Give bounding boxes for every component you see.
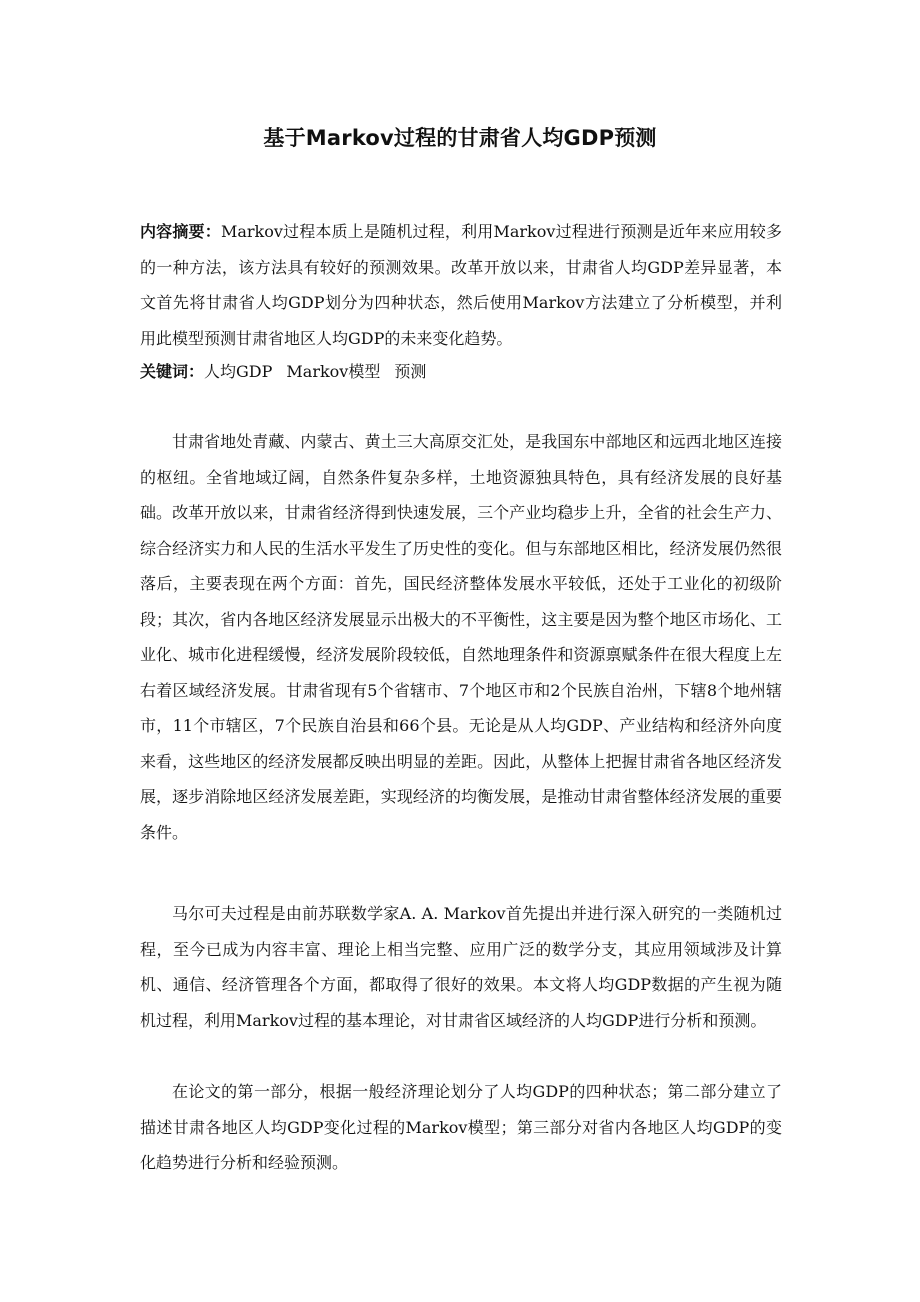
abstract-label: 内容摘要： <box>140 222 221 241</box>
keyword-item: 人均GDP <box>204 362 273 381</box>
keywords <box>140 354 782 390</box>
body-paragraph-1: 甘肃省地处青藏、内蒙古、黄土三大高原交汇处，是我国东中部地区和远西北地区连接的枢纽。全省地域辽阔，自然条件复杂多样，土地资源独具特色，具有经济发展的良好基础。改革开放以来，甘肃省经济得到快速发展，三个产业均稳步上升，全省的社会生产力、综合经济实力和人民的生活水平发生了历史性的变化。但与东部地区相比，经济发展仍然很落后，主要表现在两个方面：首先，国民经济整体发展水平较低，还处于工业化的初级阶段；其次，省内各地区经济发展显示出极大的不平衡性，这主要是因为整个地区市场化、工业化、城市化进程缓慢，经济发展阶段较低，自然地理条件和资源禀赋条件在很大程度上左右着区域经济发展。甘肃省现有5个省辖市、7个地区市和2个民族自治州，下辖8个地州辖市，11个市辖区，7个民族自治县和66个县。无论是从人均GDP、产业结构和经济外向度来看，这些地区的经济发展都反映出明显的差距。因此，从整体上把握甘肃省各地区经济发展，逐步消除地区经济发展差距，实现经济的均衡发展，是推动甘肃省整体经济发展的重要条件。 <box>140 432 782 842</box>
abstract <box>140 214 782 356</box>
abstract-text: Markov过程本质上是随机过程，利用Markov过程进行预测是近年来应用较多的一种方法，该方法具有较好的预测效果。改革开放以来，甘肃省人均GDP差异显著，本文首先将甘肃省人均GDP划分为四种状态，然后使用Markov方法建立了分析模型，并利用此模型预测甘肃省地区人均GDP的未来变化趋势。 <box>140 222 782 348</box>
body-paragraph-2: 马尔可夫过程是由前苏联数学家A. A. Markov首先提出并进行深入研究的一类随机过程，至今已成为内容丰富、理论上相当完整、应用广泛的数学分支，其应用领域涉及计算机、通信、经济管理各个方面，都取得了很好的效果。本文将人均GDP数据的产生视为随机过程，利用Markov过程的基本理论，对甘肃省区域经济的人均GDP进行分析和预测。 <box>140 904 782 1030</box>
keyword-item: 预测 <box>394 362 427 381</box>
body-paragraph-3: 在论文的第一部分，根据一般经济理论划分了人均GDP的四种状态；第二部分建立了描述甘肃各地区人均GDP变化过程的Markov模型；第三部分对省内各地区人均GDP的变化趋势进行分析和经验预测。 <box>140 1082 782 1172</box>
keywords-label: 关键词： <box>140 362 205 381</box>
keyword-item: Markov模型 <box>286 362 381 381</box>
paper-title: 基于Markov过程的甘肃省人均GDP预测 <box>263 126 657 150</box>
